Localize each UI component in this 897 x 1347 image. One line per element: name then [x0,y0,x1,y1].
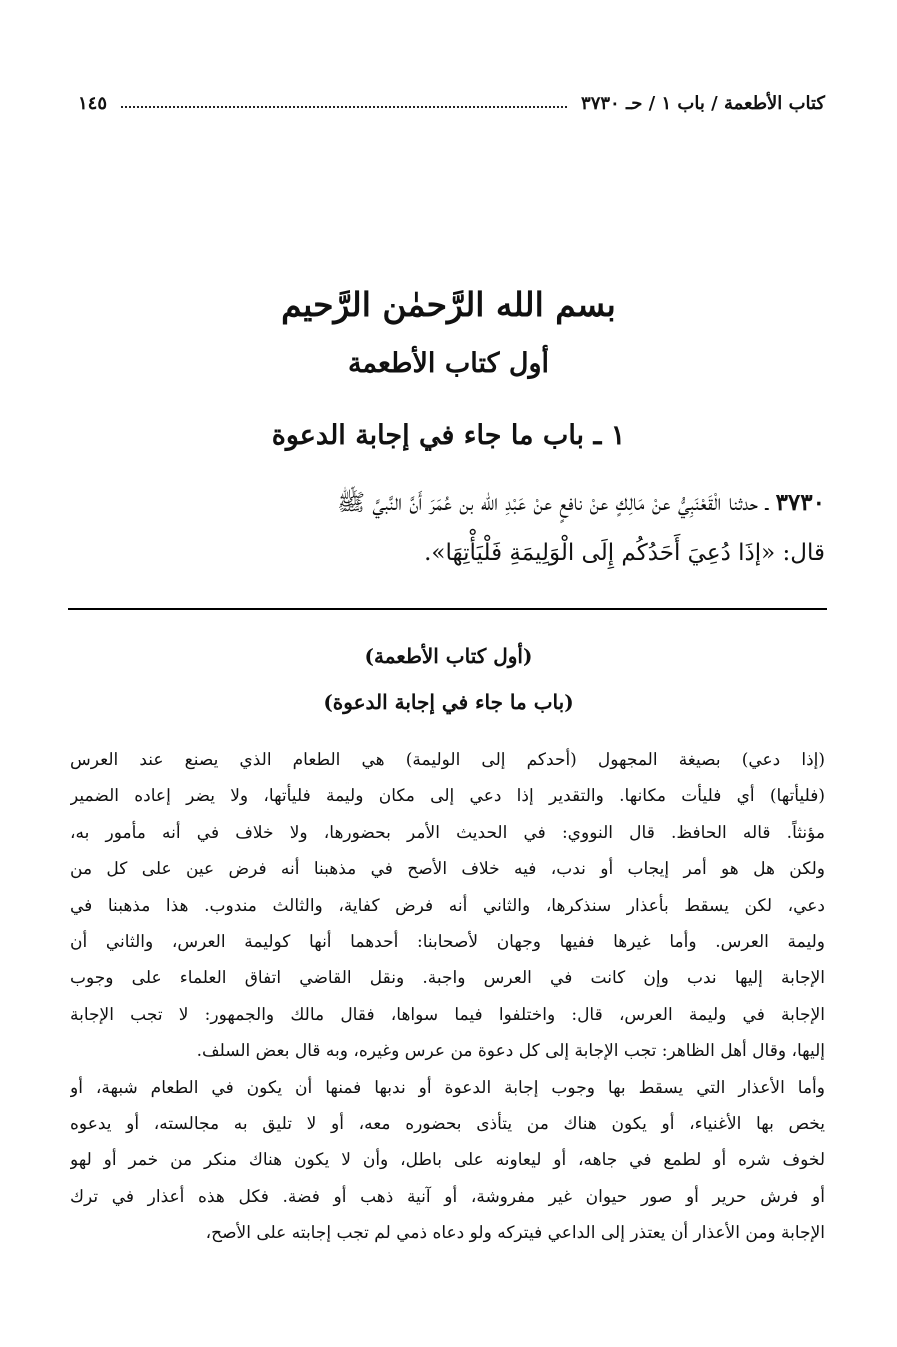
basmala: بسم الله الرَّحمٰن الرَّحيم [281,285,616,324]
commentary-line: (فليأتها) أي فليأت مكانها. والتقدير إذا دعي إلى مكان وليمة فليأتها، ولا يضر إعاده الضمير [70,786,825,807]
footnote-divider [68,608,827,610]
commentary-line: الإجابة في وليمة العرس، قال: واختلفوا فيما سواها، فقال مالك والجمهور: لا تجب الإجابة [70,1004,825,1025]
commentary-heading-book: (أول كتاب الأطعمة) [364,644,533,668]
hadith-isnad: ـ حدثنا الْقَعْنَبِيُّ عنْ مَالِكٍ عنْ نافعٍ عنْ عَبْدِ الله بن عُمَرَ أَنَّ النَّبيَّ ﷺ [337,490,769,516]
commentary-line: دعي، لكن يسقط بأعذار سنذكرها، والثاني أنه فرض كفاية، والثالث مندوب. هذا مذهبنا في [70,895,825,916]
commentary-body [70,742,825,1251]
running-header [78,88,825,118]
commentary-line: إليها، وقال أهل الظاهر: تجب الإجابة إلى كل دعوة من عرس وغيره، وبه قال بعض السلف. [196,1041,825,1062]
commentary-line: وليمة العرس. وأما غيرها ففيها وجهان لأصحابنا: أحدهما أنها كوليمة العرس، والثاني أن [70,931,825,952]
commentary-line: لخوف شره أو لطمع في جاهه، أو ليعاونه على باطل، وأن لا يكون هناك منكر من خمر أو لهو [70,1150,825,1171]
commentary-line: الإجابة إليها ندب وإن كانت في العرس واجبة. ونقل القاضي اتفاق العلماء على وجوب [70,968,825,989]
hadith-text [70,478,825,578]
hadith-line-1 [70,478,825,528]
commentary-line: يخص بها الأغنياء، أو يكون هناك من يتأذى بحضوره معه، أو لا تليق به مجالسته، أو يدعوه [70,1113,825,1134]
commentary-heading-chapter: (باب ما جاء في إجابة الدعوة) [323,690,574,714]
chapter-title: ١ ـ باب ما جاء في إجابة الدعوة [271,420,626,451]
commentary-line: وأما الأعذار التي يسقط بها وجوب إجابة الدعوة أو ندبها فمنها أن يكون في الطعام شبهة، أو [70,1077,825,1098]
header-dotted-leader [121,106,567,108]
commentary-line: (إذا دعي) بصيغة المجهول (أحدكم إلى الوليمة) هي الطعام الذي يصنع عند العرس [70,750,825,770]
hadith-number: ٣٧٣٠ [775,489,825,516]
commentary-line: مؤنثاً. قاله الحافظ. قال النووي: في الحديث الأمر بحضورها، ولا خلاف في أنه مأمور به، [70,822,825,843]
hadith-line-2: قال: «إذَا دُعِيَ أَحَدُكُم إِلَى الْوَلِيمَةِ فَلْيَأْتِهَا». [424,540,825,566]
commentary-line: ولكن هل هو أمر إيجاب أو ندب، فيه خلاف الأصح في مذهبنا أنه فرض عين على كل من [70,859,825,880]
commentary-line: أو فرش حرير أو صور حيوان غير مفروشة، أو آنية ذهب أو فضة. فكل هذه أعذار في ترك [70,1186,825,1207]
book-title: أول كتاب الأطعمة [347,348,550,379]
page-number: ١٤٥ [78,92,108,114]
commentary-line: الإجابة ومن الأعذار أن يعتذر إلى الداعي فيتركه ولو دعاه ذمي لم تجب إجابته على الأصح، [205,1223,825,1244]
running-header-title: كتاب الأطعمة / باب ١ / حـ ٣٧٣٠ [581,92,825,114]
